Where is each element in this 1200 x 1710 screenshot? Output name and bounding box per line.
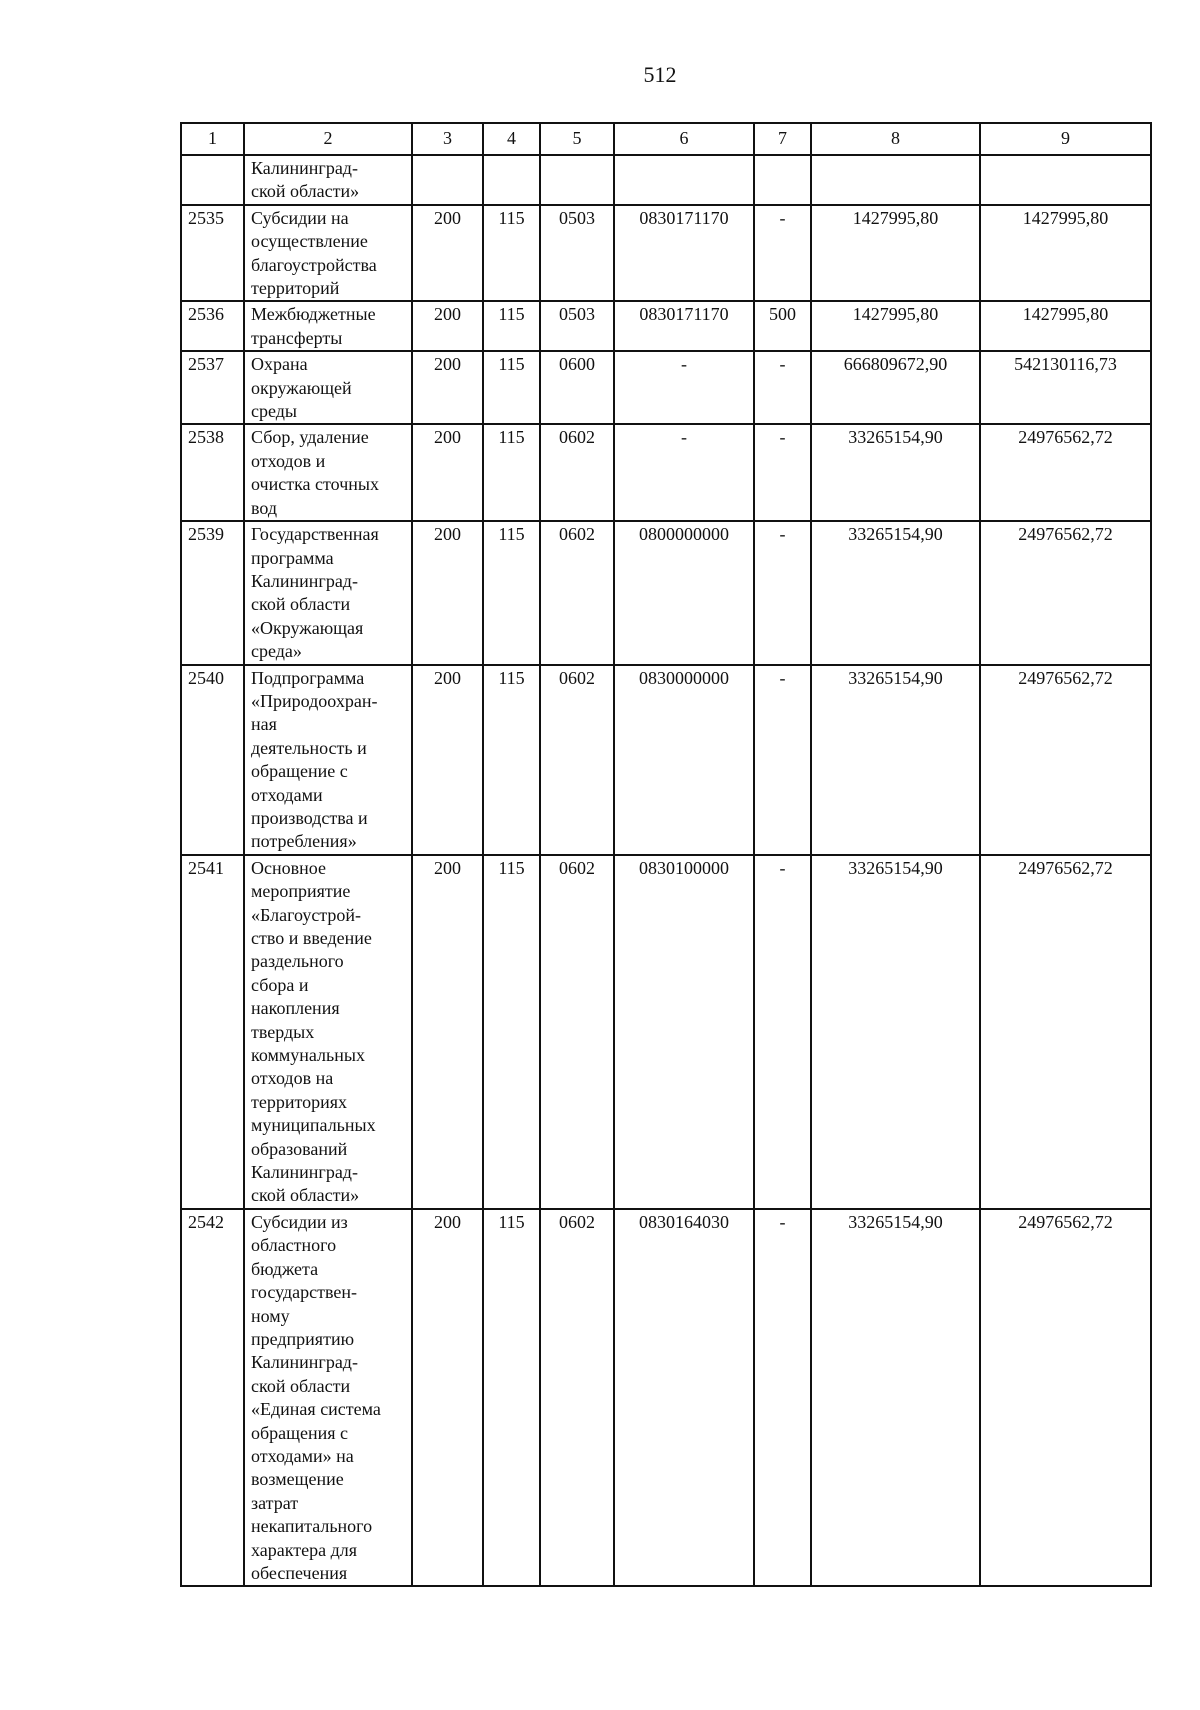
row-amount-9-cell: 24976562,72 [980,855,1151,1209]
header-cell-7: 7 [754,123,811,155]
row-amount-9-cell: 24976562,72 [980,665,1151,855]
row-code-6-cell: - [614,424,754,521]
row-code-4-cell [483,155,540,205]
row-code-7-cell: - [754,424,811,521]
table-row [181,1209,1151,1587]
row-code-3-cell: 200 [412,855,483,1209]
row-code-5-cell: 0602 [540,424,614,521]
row-code-5-cell [540,155,614,205]
row-name-cell: Сбор, удаление отходов и очистка сточных вод [244,424,412,521]
header-cell-9: 9 [980,123,1151,155]
row-code-7-cell: - [754,205,811,302]
row-code-4-cell: 115 [483,855,540,1209]
row-amount-8-cell: 33265154,90 [811,521,980,664]
row-code-6-cell [614,155,754,205]
row-number-cell: 2539 [181,521,244,664]
header-cell-8: 8 [811,123,980,155]
row-code-6-cell: 0830100000 [614,855,754,1209]
row-name-cell: Государственная программа Калининград- ской области «Окружающая среда» [244,521,412,664]
row-amount-8-cell [811,155,980,205]
row-code-6-cell: 0800000000 [614,521,754,664]
row-code-3-cell: 200 [412,1209,483,1587]
row-name-cell: Подпрограмма «Природоохран- ная деятельность и обращение с отходами производства и потребления» [244,665,412,855]
table-row [181,665,1151,855]
row-amount-9-cell [980,155,1151,205]
row-code-3-cell [412,155,483,205]
row-code-4-cell: 115 [483,205,540,302]
row-code-5-cell: 0602 [540,665,614,855]
row-amount-8-cell: 666809672,90 [811,351,980,424]
row-code-6-cell: 0830164030 [614,1209,754,1587]
table-header-row [181,123,1151,155]
row-number-cell: 2542 [181,1209,244,1587]
row-code-6-cell: - [614,351,754,424]
row-code-7-cell: - [754,665,811,855]
header-cell-4: 4 [483,123,540,155]
row-code-3-cell: 200 [412,205,483,302]
row-code-3-cell: 200 [412,665,483,855]
row-code-7-cell: - [754,1209,811,1587]
row-code-5-cell: 0503 [540,301,614,351]
row-code-4-cell: 115 [483,1209,540,1587]
row-code-3-cell: 200 [412,521,483,664]
row-amount-9-cell: 1427995,80 [980,301,1151,351]
row-code-7-cell: - [754,521,811,664]
row-name-cell: Субсидии на осуществление благоустройства территорий [244,205,412,302]
row-amount-8-cell: 33265154,90 [811,855,980,1209]
row-number-cell: 2535 [181,205,244,302]
table-row [181,155,1151,205]
row-number-cell: 2536 [181,301,244,351]
header-cell-3: 3 [412,123,483,155]
row-name-cell: Калининград- ской области» [244,155,412,205]
row-name-cell: Охрана окружающей среды [244,351,412,424]
row-number-cell: 2538 [181,424,244,521]
row-amount-9-cell: 24976562,72 [980,521,1151,664]
header-cell-1: 1 [181,123,244,155]
row-code-3-cell: 200 [412,301,483,351]
row-number-cell: 2537 [181,351,244,424]
budget-table [180,122,1152,1587]
row-code-4-cell: 115 [483,351,540,424]
row-amount-8-cell: 33265154,90 [811,424,980,521]
header-cell-2: 2 [244,123,412,155]
page-number: 512 [643,62,677,87]
row-name-cell: Основное мероприятие «Благоустрой- ство и введение раздельного сбора и накопления твердых коммунальных отходов на территориях муниципальных образований Калининград- ской области» [244,855,412,1209]
header-cell-6: 6 [614,123,754,155]
row-amount-9-cell: 24976562,72 [980,1209,1151,1587]
row-code-7-cell: - [754,351,811,424]
row-number-cell: 2541 [181,855,244,1209]
row-amount-8-cell: 33265154,90 [811,665,980,855]
table-body [181,155,1151,1586]
row-code-7-cell: 500 [754,301,811,351]
row-code-6-cell: 0830000000 [614,665,754,855]
row-code-5-cell: 0602 [540,521,614,664]
table-row [181,424,1151,521]
row-amount-9-cell: 1427995,80 [980,205,1151,302]
row-code-7-cell [754,155,811,205]
row-name-cell: Субсидии из областного бюджета государствен- ному предприятию Калининград- ской области «Единая система обращения с отходами» на возмещение затрат некапитального характера для обеспечения [244,1209,412,1587]
row-amount-8-cell: 33265154,90 [811,1209,980,1587]
row-code-3-cell: 200 [412,424,483,521]
row-code-4-cell: 115 [483,521,540,664]
row-code-6-cell: 0830171170 [614,205,754,302]
row-code-4-cell: 115 [483,424,540,521]
row-code-7-cell: - [754,855,811,1209]
row-code-4-cell: 115 [483,301,540,351]
row-number-cell: 2540 [181,665,244,855]
row-amount-9-cell: 542130116,73 [980,351,1151,424]
table-row [181,351,1151,424]
row-amount-9-cell: 24976562,72 [980,424,1151,521]
table-row [181,205,1151,302]
row-code-5-cell: 0600 [540,351,614,424]
row-code-6-cell: 0830171170 [614,301,754,351]
row-amount-8-cell: 1427995,80 [811,301,980,351]
row-name-cell: Межбюджетные трансферты [244,301,412,351]
row-code-5-cell: 0602 [540,855,614,1209]
row-code-3-cell: 200 [412,351,483,424]
row-number-cell [181,155,244,205]
row-amount-8-cell: 1427995,80 [811,205,980,302]
row-code-4-cell: 115 [483,665,540,855]
table-row [181,521,1151,664]
table-row [181,301,1151,351]
row-code-5-cell: 0602 [540,1209,614,1587]
header-cell-5: 5 [540,123,614,155]
row-code-5-cell: 0503 [540,205,614,302]
table-row [181,855,1151,1209]
